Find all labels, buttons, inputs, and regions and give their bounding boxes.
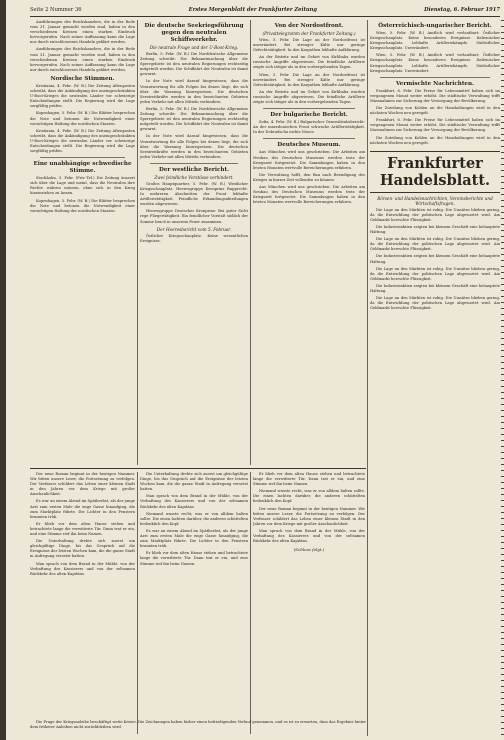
article-text: Niemand wusste recht, was er von alldem halten sollte. Die einen lachten darüber, die anderen schüttelten bedenklich den Kopf. <box>253 489 365 504</box>
edition-title: Erstes Morgenblatt der Frankfurter Zeitung <box>188 7 318 13</box>
article-text: Aus München wird uns geschrieben: Die Arbeiten am Neubau des Deutschen Museums werden trotz der Kriegszeit fortgesetzt. Die Sammlungen haben in den letzten Monaten wertvolle Bereicherungen erfahren. <box>253 184 365 205</box>
article-text: Kristiania, 4. Febr. (W. B.) Die Zeitung Aftenposten schreibt, dass die Ankündigung des uneingeschränkten U-Boot-Krieges die neutralen Länder vor schwierige Entscheidungen stellt. Die Regierung wird die Lage sorgfältig prüfen. <box>30 83 135 109</box>
page-number: Seite 2 Nummer 36 <box>30 7 82 13</box>
article-text: Die Unterhaltung drehte sich zuerst um gleichgültige Dinge, bis das Gespräch auf die Ereignisse der letzten Wochen kam, die die ganze Stadt in Aufregung versetzt hatten. <box>140 472 248 492</box>
article-note: Der Heeresbericht vom 5. Februar. <box>156 226 232 232</box>
article-text: Wien, 5. Febr. Die Lage an der Nordostfront ist unverändert. Bei strenger Kälte nur geringe Gefechtstätigkeit. In den Karpathen lebhafte Aufklärung. <box>253 38 365 53</box>
article-text: Frankfurt, 6. Febr. Die Preise für Lebensmittel haben sich im vergangenen Monat weiter erhöht. Die städtische Verwaltung trifft Massnahmen zur Sicherung der Versorgung der Bevölkerung. <box>370 118 500 133</box>
article-text: Heeresgruppe Deutscher Kronprinz: Bei guter Sicht rege Fliegertätigkeit. Ein feindlicher Vorstoß südlich der Somme brach in unserem Feuer zusammen. <box>140 209 248 224</box>
continuation-note: (Schluss folgt.) <box>293 547 325 553</box>
section-heading: Deutsches Museum. <box>277 142 341 149</box>
section-subheading: (Privattelegramm der Frankfurter Zeitung.) <box>262 31 356 36</box>
article-text: Er blieb vor dem alten Hause stehen und betrachtete lange die verwitterte Tür. Dann trat er ein, und eine Stimme rief ihn beim Namen. <box>140 551 248 566</box>
section-subheading: Zwei feindliche Vorstösse verhindert. <box>154 174 234 180</box>
article-text: Die Lage an den Märkten ist ruhig. Die Umsätze blieben gering, da die Entwicklung der politischen Lage abgewartet wird. Am Geldmarkt herrschte Flüssigkeit. <box>370 237 500 252</box>
article-text: Er blieb vor dem alten Hause stehen und betrachtete lange die verwitterte Tür. Dann trat er ein, und eine Stimme rief ihn beim Namen. <box>30 521 135 537</box>
section-heading: Der bulgarische Bericht. <box>270 112 348 119</box>
article-text: Man sprach von dem Brand in der Mühle, von der Verhaftung des Kassierers und von der seltsamen Rückkehr des alten Kapitäns. <box>140 494 248 509</box>
article-text: Berlin, 5. Febr. (W. B.) Die Norddeutsche Allgemeine Zeitung schreibt: Die Bekanntmachung über die Sperrgebiete ist den neutralen Regierungen rechtzeitig mitgeteilt worden. Die Schiffahrt der Neutralen ist damit gewarnt. <box>140 106 248 132</box>
issue-date: Dienstag, 6. Februar 1917 <box>424 7 500 13</box>
article-text: Man sprach von dem Brand in der Mühle, von der Verhaftung des Kassierers und von der seltsamen Rückkehr des alten Kapitäns. <box>30 561 135 576</box>
article-text: Wien, 5. Febr. (W. B.) Amtlich wird verlautbart: Östlicher Kriegsschauplatz. Keine besonderen Ereignisse. Italienischer Kriegsschauplatz. Lebhafte Artilleriekämpfe. Südöstlicher Kriegsschauplatz. Unverändert. <box>370 31 500 51</box>
article-text: Niemand wusste recht, was er von alldem halten sollte. Die einen lachten darüber, die anderen schüttelten bedenklich den Kopf. <box>140 511 248 526</box>
article-text: Wien, 5. Febr. (W. B.) Amtlich wird verlautbart: Östlicher Kriegsschauplatz. Keine besonderen Ereignisse. Italienischer Kriegsschauplatz. Lebhafte Artilleriekämpfe. Südöstlicher Kriegsschauplatz. Unverändert. <box>370 53 500 73</box>
article-text: Die Zuteilung von Kohlen an die Haushaltungen wird in den nächsten Wochen neu geregelt. <box>370 135 500 145</box>
article-text: In der Note wird darauf hingewiesen, dass die Verantwortung für alle Folgen bei denen liegt, die sich über die Warnung hinwegsetzen. Die deutschen Seestreitkräfte werden in den bezeichneten Gebieten jeden Verkehr mit allen Mitteln verhindern. <box>140 134 248 159</box>
article-text: Der neue Roman beginnt in der heutigen Nummer. Wir bitten unsere Leser, die Fortsetzung zu verfolgen. Der Verfasser schildert das Leben einer kleinen Stadt in den Jahren vor dem Kriege mit großer Anschaulichkeit. <box>30 472 135 497</box>
article-text: Ausführungen des Reichskanzlers, die in der Rede vom 31. Januar gemacht worden sind, haben in den verschiedenen Kreisen einen starken Eindruck hervorgerufen. Nach seiner Auffassung kann die Lage nur durch entschlossenes Handeln geklärt werden. <box>30 47 135 72</box>
article-text: Der neue Roman beginnt in der heutigen Nummer. Wir bitten unsere Leser, die Fortsetzung zu verfolgen. Der Verfasser schildert das Leben einer kleinen Stadt in den Jahren vor dem Kriege mit großer Anschaulichkeit. <box>253 506 365 526</box>
article-text: Stockholm, 5. Febr. (Priv.-Tel.) Die Zeitung äussert sich über die Lage und meint, dass die Neutralen ihre Rechte wahren müssen, ohne sich in den Krieg hineinziehen zu lassen. <box>30 176 135 196</box>
article-text: Aus München wird uns geschrieben: Die Arbeiten am Neubau des Deutschen Museums werden trotz der Kriegszeit fortgesetzt. Die Sammlungen haben in den letzten Monaten wertvolle Bereicherungen erfahren. <box>253 150 365 170</box>
article-text: Die Industrieaktien zeigten bei kleinem Geschäft eine behauptete Haltung. <box>370 254 500 264</box>
article-text: Kopenhagen, 5. Febr. (W. B.) Die Blätter besprechen die Note und betonen die Notwendigkeit einer vorsichtigen Haltung der nordischen Staaten. <box>30 198 135 213</box>
article-text: Die Industrieaktien zeigten bei kleinem Geschäft eine behauptete Haltung. <box>370 283 500 293</box>
section-subheading: Börsen- und Handelsnachrichten, Vereinsberichte und Wirtschaftsfragen. <box>377 195 493 206</box>
article-text: An der Bistritz und im Gebiet von Kirlibaba wurden russische Angriffe abgewiesen. Die feindliche Artillerie zeigte sich tätiger als in den vorhergehenden Tagen. <box>253 89 365 105</box>
article-text: Man sprach von dem Brand in der Mühle, von der Verhaftung des Kassierers und von der seltsamen Rückkehr des alten Kapitäns. <box>253 528 365 544</box>
article-text: Die Lage an den Märkten ist ruhig. Die Umsätze blieben gering, da die Entwicklung der politischen Lage abgewartet wird. Am Geldmarkt herrschte Flüssigkeit. <box>370 207 500 222</box>
article-text: Die Lage an den Märkten ist ruhig. Die Umsätze blieben gering, da die Entwicklung der politischen Lage abgewartet wird. Am Geldmarkt herrschte Flüssigkeit. <box>370 296 500 311</box>
section-heading: Der westliche Bericht. <box>158 166 229 173</box>
section-heading: Nordische Stimmen. <box>50 75 115 82</box>
article-text: Die Unterhaltung drehte sich zuerst um gleichgültige Dinge, bis das Gespräch auf die Ereignisse der letzten Wochen kam, die die ganze Stadt in Aufregung versetzt hatten. <box>30 539 135 559</box>
section-heading: Vermischte Nachrichten. <box>395 80 474 87</box>
handelsblatt-masthead: Frankfurter Handelsblatt. <box>370 151 500 193</box>
article-text: Sofia, 4. Febr. (W. B.) Bulgarischer Generalstabsbericht: An der mazedonischen Front schwache Artillerietätigkeit. In der Dobrudscha nichts Neues. <box>253 120 365 135</box>
article-text: Er blieb vor dem alten Hause stehen und betrachtete lange die verwitterte Tür. Dann trat er ein, und eine Stimme rief ihn beim Namen. <box>253 472 365 487</box>
article-text: Frankfurt, 6. Febr. Die Preise für Lebensmittel haben sich im vergangenen Monat weiter erhöht. Die städtische Verwaltung trifft Massnahmen zur Sicherung der Versorgung der Bevölkerung. <box>370 88 500 103</box>
lower-column-1 <box>30 472 135 734</box>
article-text: Kristiania, 4. Febr. (W. B.) Die Zeitung Aftenposten schreibt, dass die Ankündigung des uneingeschränkten U-Boot-Krieges die neutralen Länder vor schwierige Entscheidungen stellt. Die Regierung wird die Lage sorgfältig prüfen. <box>30 128 135 154</box>
article-text: Berlin, 5. Febr. (W. B.) Die Norddeutsche Allgemeine Zeitung schreibt: Die Bekanntmachung über die Sperrgebiete ist den neutralen Regierungen rechtzeitig mitgeteilt worden. Die Schiffahrt der Neutralen ist damit gewarnt. <box>140 52 248 77</box>
section-heading: Die deutsche Seekriegsführung gegen den neutralen Schiffsverkehr. <box>144 23 244 43</box>
feuilleton-rule <box>30 468 366 469</box>
article-text: Die Zuteilung von Kohlen an die Haushaltungen wird in den nächsten Wochen neu geregelt. <box>370 106 500 116</box>
article-text: Ausführungen des Reichskanzlers, die in der Rede vom 31. Januar gemacht worden sind, haben in den verschiedenen Kreisen einen starken Eindruck hervorgerufen. Nach seiner Auffassung kann die Lage nur durch entschlossenes Handeln geklärt werden. <box>30 20 135 45</box>
article-text: Östlicher Kriegsschauplatz. Keine wesentlichen Ereignisse. <box>140 233 248 243</box>
section-subheading: Die neutrale Frage und der U-Boot-Krieg. <box>149 45 239 50</box>
article-text: Die Industrieaktien zeigten bei kleinem Geschäft eine behauptete Haltung. <box>370 224 500 235</box>
column-1 <box>30 20 135 465</box>
lower-column-3 <box>253 472 365 734</box>
article-text: Wien, 5. Febr. Die Lage an der Nordostfront ist unverändert. Bei strenger Kälte nur geringe Gefechtstätigkeit. In den Karpathen lebhafte Aufklärung. <box>253 72 365 87</box>
page-header <box>30 4 500 17</box>
column-2 <box>140 20 248 465</box>
article-text: Es war an einem Abend im Spätherbst, als der junge Arzt zum ersten Male die enge Gasse hinaufging, die zum Marktplatz führte. Die Lichter in den Fenstern brannten trüb. <box>30 499 135 519</box>
article-text: Die Verwaltung hofft, den Bau nach Beendigung des Krieges in kurzer Zeit vollenden zu können. <box>253 172 365 182</box>
article-text: In der Note wird darauf hingewiesen, dass die Verantwortung für alle Folgen bei denen liegt, die sich über die Warnung hinwegsetzen. Die deutschen Seestreitkräfte werden in den bezeichneten Gebieten jeden Verkehr mit allen Mitteln verhindern. <box>140 79 248 104</box>
section-heading: Eine unabhängige schwedische Stimme. <box>33 161 132 175</box>
article-text: Großes Hauptquartier, 5. Febr. (W. B.) Westlicher Kriegsschauplatz. Heeresgruppe Kronprinz Rupprecht: In mehreren Abschnitten der Front lebhafte Artillerietätigkeit. Feindliche Erkundungsabteilungen wurden abgewiesen. <box>140 181 248 207</box>
section-heading: Von der Nordostfront. <box>274 23 344 29</box>
article-text: Die Lage an den Märkten ist ruhig. Die Umsätze blieben gering, da die Entwicklung der politischen Lage abgewartet wird. Am Geldmarkt herrschte Flüssigkeit. <box>370 266 500 281</box>
column-3 <box>253 20 365 465</box>
article-text: Kopenhagen, 5. Febr. (W. B.) Die Blätter besprechen die Note und betonen die Notwendigkeit einer vorsichtigen Haltung der nordischen Staaten. <box>30 111 135 126</box>
section-heading: Österreichisch-ungarischer Bericht. <box>378 23 492 29</box>
lower-column-2 <box>140 472 248 734</box>
column-4 <box>370 20 500 735</box>
article-text: Die Frage der Kriegsanleihe beschäftigt weite Kreise. Die Zeichnungen haben bisher einen befriedigenden Verlauf genommen, und es ist zu erwarten, dass das Ergebnis hinter dem früherer Anleihen nicht zurückbleiben wird. <box>30 720 366 730</box>
article-text: An der Bistritz und im Gebiet von Kirlibaba wurden russische Angriffe abgewiesen. Die feindliche Artillerie zeigte sich tätiger als in den vorhergehenden Tagen. <box>253 55 365 70</box>
article-text: Es war an einem Abend im Spätherbst, als der junge Arzt zum ersten Male die enge Gasse hinaufging, die zum Marktplatz führte. Die Lichter in den Fenstern brannten trüb. <box>140 528 248 549</box>
bottom-strip <box>30 720 366 736</box>
